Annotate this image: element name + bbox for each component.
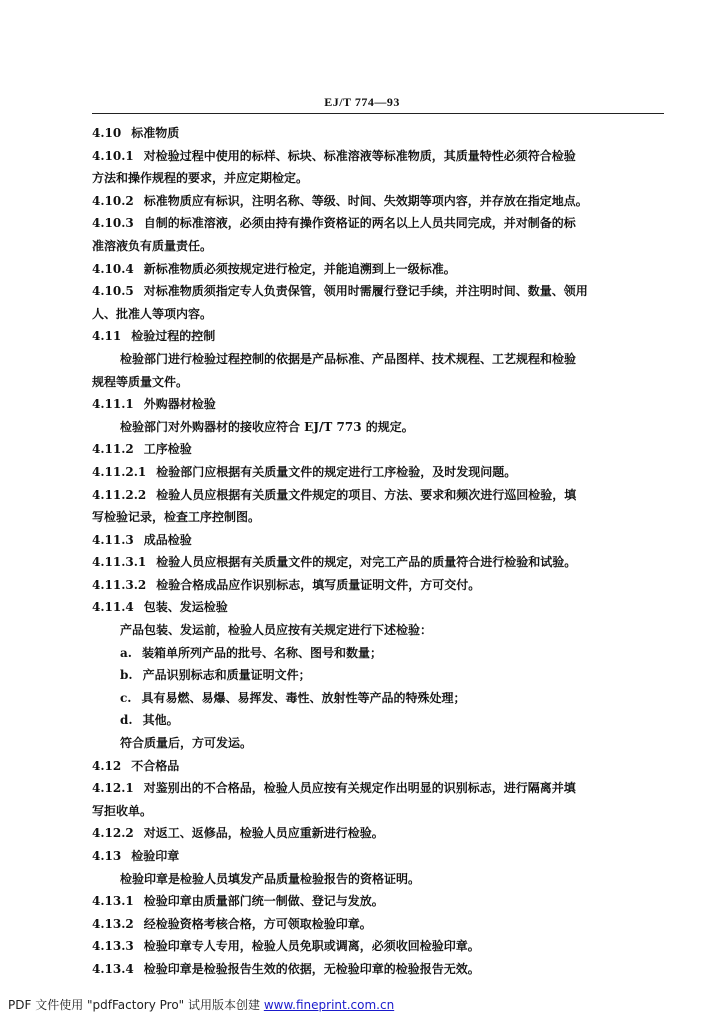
clause-text: 其他。 xyxy=(142,713,179,728)
clause-number: 4.11 xyxy=(92,329,122,344)
footer-text: PDF 文件使用 "pdfFactory Pro" 试用版本创建 xyxy=(8,998,264,1012)
clause-number: 4.10 xyxy=(92,126,122,140)
clause-text: 对标准物质须指定专人负责保管，领用时需履行登记手续，并注明时间、数量、领用 xyxy=(143,284,588,299)
clause-number: 4.11.4 xyxy=(92,600,134,615)
clause-text: 符合质量后，方可发运。 xyxy=(120,736,253,751)
text-line xyxy=(92,438,668,461)
clause-text: 自制的标准溶液，必须由持有操作资格证的两名以上人员共同完成，并对制备的标 xyxy=(143,216,576,231)
clause-number: 4.11.2.1 xyxy=(92,464,147,479)
text-line xyxy=(92,687,668,710)
text-line xyxy=(92,506,668,529)
clause-number: 4.11.3 xyxy=(92,532,134,547)
clause-text: 新标准物质必须按规定进行检定，并能追溯到上一级标准。 xyxy=(143,261,456,276)
text-line xyxy=(92,574,668,597)
text-line xyxy=(92,642,668,665)
clause-text: 对返工、返修品，检验人员应重新进行检验。 xyxy=(143,826,384,841)
header-rule xyxy=(92,113,664,114)
text-line xyxy=(92,551,668,574)
text-line xyxy=(92,755,668,778)
clause-number: 4.11.2 xyxy=(92,442,134,457)
clause-text: 检验印章 xyxy=(131,849,180,863)
page-header-doc-code: EJ/T 774—93 xyxy=(324,95,400,109)
text-line xyxy=(92,777,668,800)
text-line xyxy=(92,190,668,213)
text-line xyxy=(92,529,668,552)
clause-text: 写拒收单。 xyxy=(92,803,153,818)
clause-text: 标准物质 xyxy=(131,126,180,140)
clause-number: 4.11.3.2 xyxy=(92,577,147,592)
text-line xyxy=(92,732,668,755)
text-line xyxy=(92,709,668,732)
clause-text: 检验部门进行检验过程控制的依据是产品标准、产品图样、技术规程、工艺规程和检验 xyxy=(120,351,577,366)
clause-number: 4.12 xyxy=(92,758,122,773)
clause-number: 4.13.2 xyxy=(92,916,134,931)
footer-link[interactable]: www.fineprint.com.cn xyxy=(263,998,395,1012)
clause-number: 4.11.3.1 xyxy=(92,555,147,570)
clause-number: 4.10.5 xyxy=(92,284,134,299)
clause-number: a. xyxy=(120,645,132,660)
text-line xyxy=(92,619,668,642)
text-line xyxy=(92,664,668,687)
text-line xyxy=(92,167,668,190)
clause-text: 检验印章是检验报告生效的依据，无检验印章的检验报告无效。 xyxy=(143,961,480,976)
footer-watermark xyxy=(8,996,394,1013)
text-line xyxy=(92,325,668,348)
clause-text: 写检验记录，检查工序控制图。 xyxy=(92,510,261,525)
clause-number: 4.10.1 xyxy=(92,148,134,163)
text-line xyxy=(92,145,668,168)
clause-text: 包装、发运检验 xyxy=(143,600,228,615)
clause-number: 4.10.3 xyxy=(92,216,134,231)
text-line xyxy=(92,280,668,303)
clause-text: 检验人员应根据有关质量文件的规定，对完工产品的质量符合进行检验和试验。 xyxy=(156,555,577,570)
clause-text: 经检验资格考核合格，方可领取检验印章。 xyxy=(143,916,372,931)
text-line xyxy=(92,935,668,958)
text-line xyxy=(92,958,668,981)
text-line xyxy=(92,845,668,868)
clause-text: 产品包装、发运前，检验人员应按有关规定进行下述检验： xyxy=(120,623,433,638)
clause-text: 产品识别标志和质量证明文件； xyxy=(142,668,311,683)
clause-text: 对鉴别出的不合格品，检验人员应按有关规定作出明显的识别标志，进行隔离并填 xyxy=(143,781,576,796)
clause-text: 规程等质量文件。 xyxy=(92,374,189,389)
text-line xyxy=(92,371,668,394)
text-line xyxy=(92,596,668,619)
clause-number: 4.13 xyxy=(92,849,122,863)
clause-text: 准溶液负有质量责任。 xyxy=(92,238,213,253)
clause-text: 外购器材检验 xyxy=(143,397,216,412)
clause-text: 检验印章是检验人员填发产品质量检验报告的资格证明。 xyxy=(120,871,421,886)
clause-number: 4.13.1 xyxy=(92,894,134,909)
clause-number: c. xyxy=(120,690,132,705)
text-line xyxy=(92,348,668,371)
clause-number: d. xyxy=(120,713,133,728)
clause-text: 检验印章由质量部门统一制做、登记与发放。 xyxy=(143,894,384,909)
clause-text: 不合格品 xyxy=(131,758,180,773)
clause-text: 检验合格成品应作识别标志，填写质量证明文件，方可交付。 xyxy=(156,577,481,592)
clause-number: 4.12.1 xyxy=(92,781,134,796)
text-line xyxy=(92,913,668,936)
document-body xyxy=(92,122,668,981)
clause-number: b. xyxy=(120,668,133,683)
text-line xyxy=(92,393,668,416)
clause-text: 检验部门应根据有关质量文件的规定进行工序检验，及时发现问题。 xyxy=(156,464,517,479)
clause-text: 装箱单所列产品的批号、名称、图号和数量； xyxy=(141,645,382,660)
text-line xyxy=(92,212,668,235)
clause-text: 具有易燃、易爆、易挥发、毒性、放射性等产品的特殊处理； xyxy=(141,690,466,705)
clause-text: 检验部门对外购器材的接收应符合 EJ/T 773 的规定。 xyxy=(120,419,414,434)
text-line xyxy=(92,122,668,145)
clause-text: 成品检验 xyxy=(143,532,192,547)
text-line xyxy=(92,461,668,484)
text-line xyxy=(92,822,668,845)
clause-text: 检验人员应根据有关质量文件规定的项目、方法、要求和频次进行巡回检验，填 xyxy=(156,487,577,502)
clause-text: 工序检验 xyxy=(143,442,192,457)
text-line xyxy=(92,890,668,913)
clause-number: 4.10.4 xyxy=(92,261,134,276)
clause-text: 对检验过程中使用的标样、标块、标准溶液等标准物质，其质量特性必须符合检验 xyxy=(143,148,576,163)
clause-number: 4.13.4 xyxy=(92,961,134,976)
clause-text: 标准物质应有标识，注明名称、等级、时间、失效期等项内容，并存放在指定地点。 xyxy=(143,193,588,208)
clause-text: 人、批准人等项内容。 xyxy=(92,306,213,321)
clause-number: 4.10.2 xyxy=(92,193,134,208)
text-line xyxy=(92,416,668,439)
clause-number: 4.12.2 xyxy=(92,826,134,841)
clause-number: 4.11.2.2 xyxy=(92,487,147,502)
text-line xyxy=(92,800,668,823)
clause-number: 4.11.1 xyxy=(92,397,134,412)
text-line xyxy=(92,235,668,258)
clause-text: 检验印章专人专用，检验人员免职或调离，必须收回检验印章。 xyxy=(143,939,480,954)
text-line xyxy=(92,258,668,281)
clause-number: 4.13.3 xyxy=(92,939,134,954)
text-line xyxy=(92,303,668,326)
text-line xyxy=(92,868,668,891)
clause-text: 检验过程的控制 xyxy=(131,329,216,344)
text-line xyxy=(92,484,668,507)
clause-text: 方法和操作规程的要求，并应定期检定。 xyxy=(92,171,309,186)
